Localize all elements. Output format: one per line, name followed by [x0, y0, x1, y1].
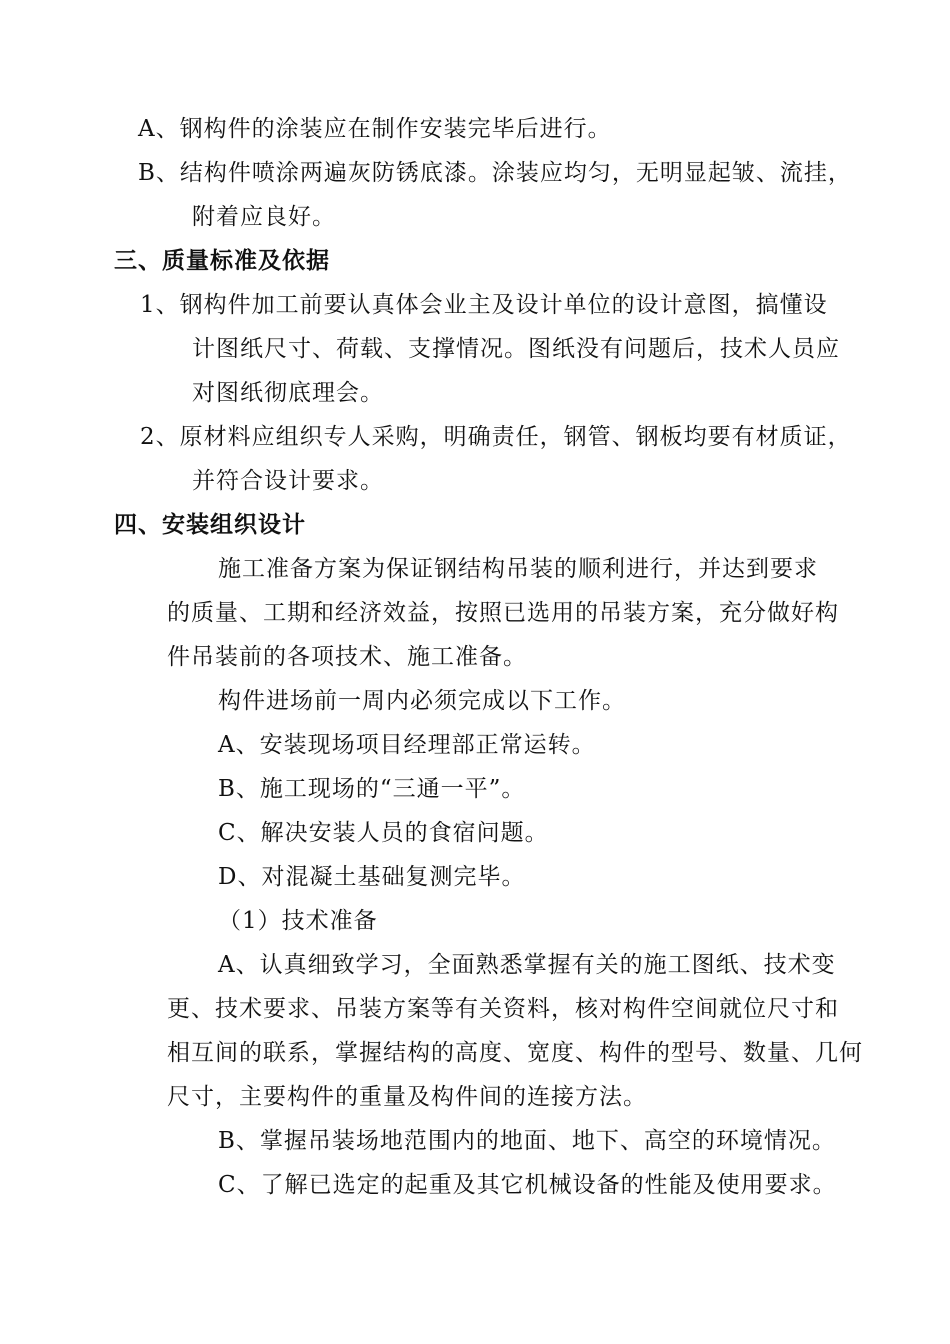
- quality-item-1-line3: 对图纸彻底理会。: [192, 380, 384, 406]
- coating-item-b-line1: B、结构件喷涂两遍灰防锈底漆。涂装应均匀，无明显起皱、流挂，: [138, 160, 852, 186]
- tech-item-a-line2: 更、技术要求、吊装方案等有关资料，核对构件空间就位尺寸和: [167, 996, 839, 1022]
- tech-item-b: B、掌握吊装场地范围内的地面、地下、高空的环境情况。: [218, 1128, 836, 1154]
- coating-item-b-line2: 附着应良好。: [192, 204, 336, 230]
- quality-item-2-line1: 2、原材料应组织专人采购，明确责任，钢管、钢板均要有材质证，: [140, 424, 852, 450]
- coating-item-a: A、钢构件的涂装应在制作安装完毕后进行。: [138, 116, 612, 142]
- tech-item-a-line3: 相互间的联系，掌握结构的高度、宽度、构件的型号、数量、几何: [167, 1040, 863, 1066]
- section-heading-installation: 四、安装组织设计: [114, 511, 306, 538]
- install-para1-line2: 的质量、工期和经济效益，按照已选用的吊装方案，充分做好构: [167, 600, 839, 626]
- install-para1-line1: 施工准备方案为保证钢结构吊装的顺利进行，并达到要求: [218, 556, 818, 582]
- tech-item-a-line1: A、认真细致学习，全面熟悉掌握有关的施工图纸、技术变: [218, 952, 836, 978]
- tech-item-c: C、了解已选定的起重及其它机械设备的性能及使用要求。: [218, 1172, 837, 1198]
- quality-item-1-line1: 1、钢构件加工前要认真体会业主及设计单位的设计意图，搞懂设: [140, 292, 828, 318]
- prep-list-item-b: B、施工现场的“三通一平”。: [218, 776, 526, 802]
- quality-item-1-line2: 计图纸尺寸、荷载、支撑情况。图纸没有问题后，技术人员应: [192, 336, 840, 362]
- prep-list-item-c: C、解决安装人员的食宿问题。: [218, 820, 549, 846]
- prep-list-item-a: A、安装现场项目经理部正常运转。: [218, 732, 596, 758]
- install-para2: 构件进场前一周内必须完成以下工作。: [218, 688, 626, 714]
- install-para1-line3: 件吊装前的各项技术、施工准备。: [167, 644, 527, 670]
- section-heading-quality: 三、质量标准及依据: [114, 247, 330, 274]
- quality-item-2-line2: 并符合设计要求。: [192, 468, 384, 494]
- subheading-technical-prep: （1）技术准备: [218, 908, 378, 934]
- prep-list-item-d: D、对混凝土基础复测完毕。: [218, 864, 526, 890]
- tech-item-a-line4: 尺寸，主要构件的重量及构件间的连接方法。: [167, 1084, 647, 1110]
